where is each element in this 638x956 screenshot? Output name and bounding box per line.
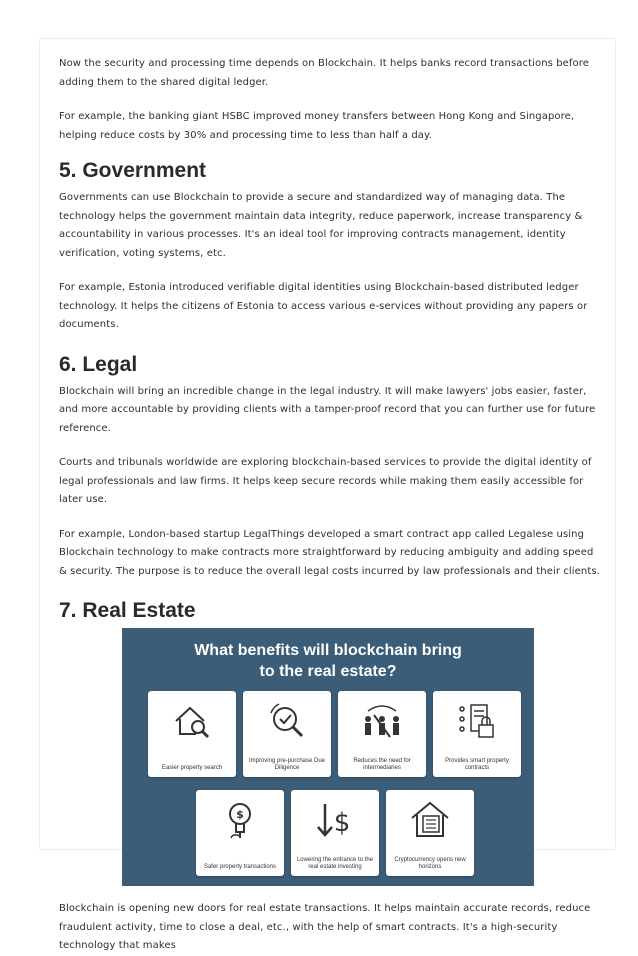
benefit-card-cryptocurrency [386, 790, 474, 876]
government-paragraph-2: For example, Estonia introduced verifiable digital identities using Blockchain-based distributed ledger technology. It helps the citizens of Estonia to access various e-services without providing any papers or documents. [59, 282, 588, 330]
svg-text:$: $ [236, 808, 244, 821]
benefit-label: Improving pre-purchase Due Diligence [248, 758, 326, 771]
infographic-title-line-2: to the real estate? [259, 663, 397, 680]
lightbulb-dollar-icon [218, 798, 262, 842]
house-search-icon [170, 699, 214, 743]
benefit-label: Cryptocurrency opens new horizons [394, 857, 466, 870]
intro-paragraph-2: For example, the banking giant HSBC improved money transfers between Hong Kong and Singapore, helping reduce costs by 30% and processing time to less than half a day. [59, 111, 575, 141]
government-heading: 5. Government [59, 159, 207, 182]
document-page [39, 38, 616, 951]
benefit-card-safer-transactions [196, 790, 284, 876]
benefit-label: Reduces the need for intermediaries [353, 758, 411, 771]
contract-lock-icon [455, 699, 499, 743]
benefit-label: Lowering the entrance to the real estate investing [296, 857, 374, 870]
intro-paragraph-1: Now the security and processing time depends on Blockchain. It helps banks record transactions before adding them to the shared digital ledger. [59, 58, 590, 88]
real-estate-infographic [122, 628, 534, 886]
svg-text:$: $ [333, 808, 351, 838]
benefit-label: Provides smart property contracts [445, 758, 509, 771]
infographic-title [122, 640, 534, 682]
page-content [59, 55, 603, 956]
people-no-middleman-icon [360, 699, 404, 743]
benefit-card-smart-contracts [433, 691, 521, 777]
infographic-title-line-1: What benefits will blockchain bring [194, 642, 462, 659]
house-document-icon [408, 798, 452, 842]
real-estate-heading: 7. Real Estate [59, 599, 196, 622]
legal-paragraph-2: Courts and tribunals worldwide are exploring blockchain-based services to provide the digital identity of legal professionals and law firms. It helps keep secure records while making them easily accessible for later use. [59, 457, 592, 505]
benefit-card-due-diligence [243, 691, 331, 777]
benefit-label: Safer property transactions [203, 864, 277, 870]
real-estate-paragraph-1: Blockchain is opening new doors for real estate transactions. It helps maintain accurate records, reduce fraudulent activity, time to close a deal, etc., with the help of smart contracts. It's a high-security technology that makes [59, 903, 591, 951]
legal-paragraph-3: For example, London-based startup LegalThings developed a smart contract app called Legalese using Blockchain technology to make contracts more straightforward by reducing ambiguity and adding speed & security. The purpose is to reduce the overall legal costs incurred by law professionals and their clients. [59, 528, 600, 577]
legal-paragraph-1: Blockchain will bring an incredible change in the legal industry. It will make lawyers' jobs easier, faster, and more accountable by providing clients with a tamper-proof record that you can further use for future reference. [59, 385, 596, 434]
magnifier-check-icon [265, 699, 309, 743]
benefit-label: Easier property search [161, 765, 223, 771]
government-paragraph-1: Governments can use Blockchain to provide a secure and standardized way of managing data. The technology helps the government maintain data integrity, reduce paperwork, increase transparency & accountability in various processes. It's an ideal tool for improving contracts management, identity verification, voting systems, etc. [59, 192, 583, 259]
down-arrow-dollar-icon [313, 798, 357, 842]
benefit-card-intermediaries [338, 691, 426, 777]
benefit-card-property-search [148, 691, 236, 777]
legal-heading: 6. Legal [59, 352, 138, 376]
benefit-card-lowering-entrance [291, 790, 379, 876]
